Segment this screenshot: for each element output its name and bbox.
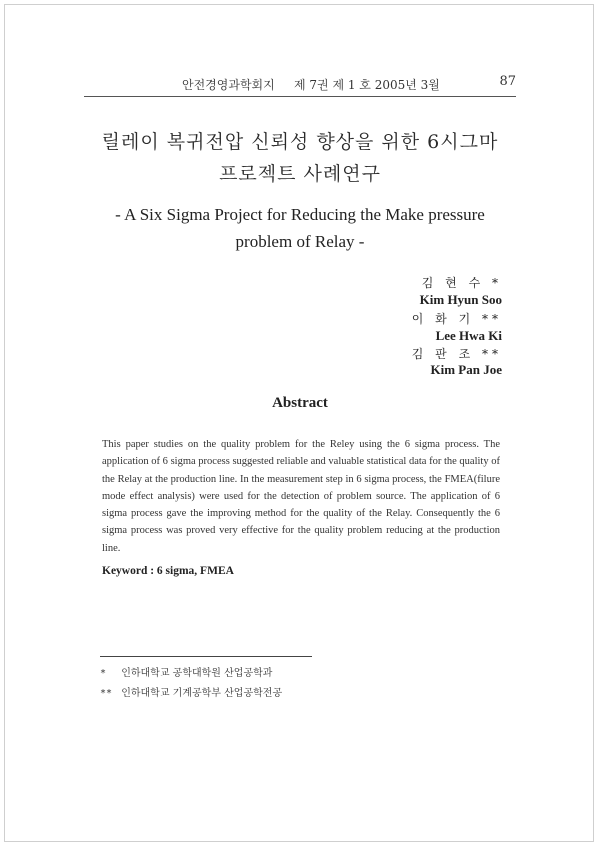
author-1-korean: 김 현 수 * <box>421 276 502 290</box>
author-1-english: Kim Hyun Soo <box>419 292 502 307</box>
footnote-divider <box>100 656 312 657</box>
footnote-1-text: 인하대학교 공학대학원 산업공학과 <box>121 668 273 679</box>
footnote-2 <box>100 684 282 699</box>
keywords: Keyword : 6 sigma, FMEA <box>102 565 234 577</box>
page-number: 87 <box>499 74 516 89</box>
footnote-1 <box>100 664 272 679</box>
footnote-2-text: 인하대학교 기계공학부 산업공학전공 <box>121 688 283 699</box>
abstract-text: This paper studies on the quality problem for the Reley using the 6 sigma process. The application of 6 sigma process suggested reliable and valuable statistical data for the quality of the Relay at the production line. In the measurement step in 6 sigma process, the FMEA(filure mode effect analysis) were used for the detection of problem source. The application of 6 sigma process gave the improving method for the quality of the Relay. Consequently the 6 sigma process was proved very effective for the quality problem reducing at the production line. <box>102 439 500 554</box>
title-english-line2: problem of Relay - <box>235 232 365 251</box>
title-english-line1: - A Six Sigma Project for Reducing the Make pressure <box>115 205 485 224</box>
title-korean-line1: 릴레이 복귀전압 신뢰성 향상을 위한 6시그마 <box>101 131 499 153</box>
footnote-1-mark: * <box>100 668 107 679</box>
footnote-2-mark: ** <box>100 688 113 699</box>
title-korean-line2: 프로젝트 사례연구 <box>219 163 381 185</box>
header-divider <box>84 96 516 97</box>
abstract-heading: Abstract <box>272 395 328 411</box>
author-2-english: Lee Hwa Ki <box>435 328 502 343</box>
issue-info: 제 7권 제 1 호 2005년 3월 <box>294 78 440 92</box>
author-3-korean: 김 판 조 ** <box>411 347 502 361</box>
journal-name: 안전경영과학회지 <box>182 78 275 92</box>
author-3-english: Kim Pan Joe <box>430 362 502 377</box>
author-2-korean: 이 화 기 ** <box>411 312 502 326</box>
running-header <box>84 72 516 94</box>
